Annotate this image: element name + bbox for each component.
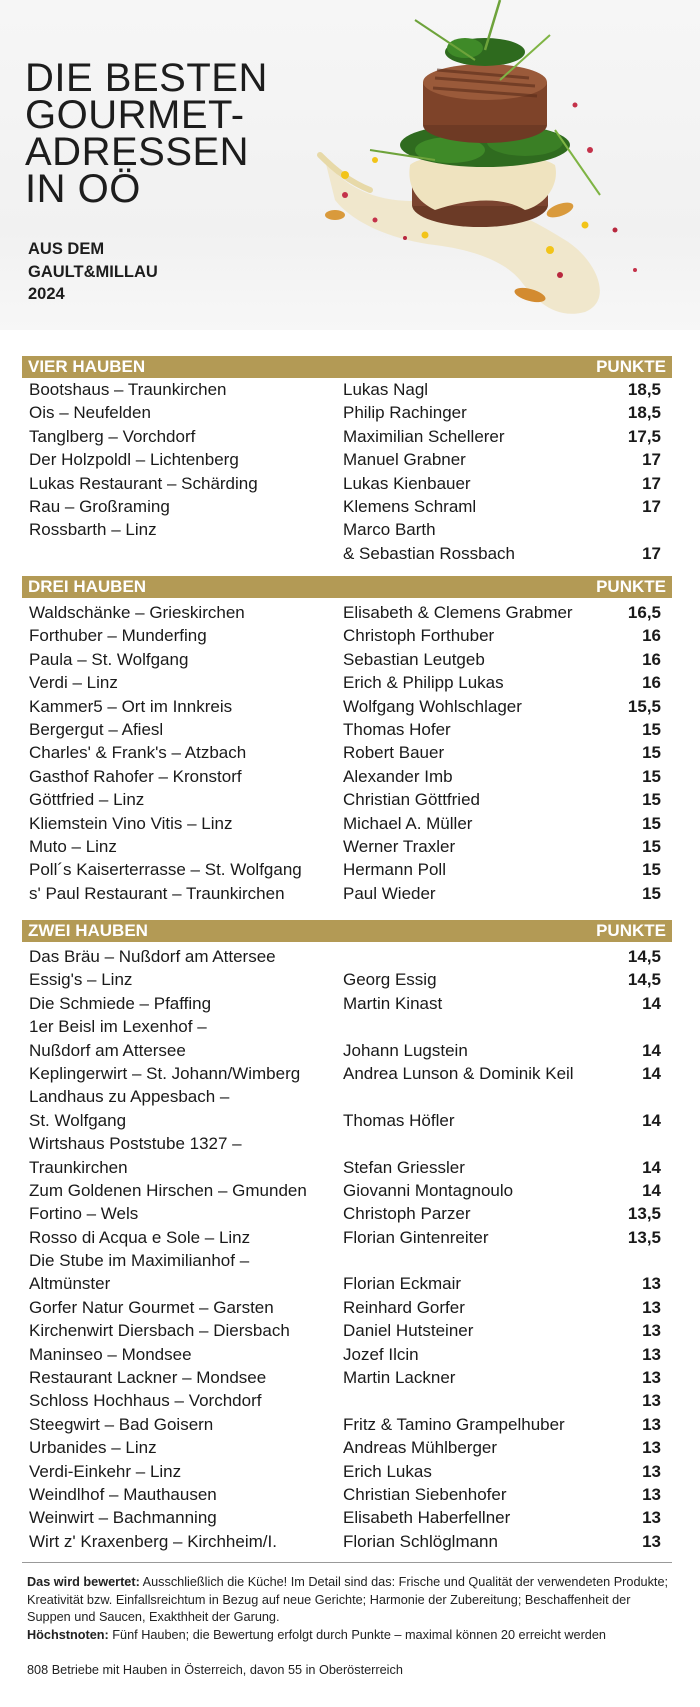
table-row bbox=[22, 1366, 672, 1389]
chef-name: Florian Schlöglmann bbox=[343, 1531, 498, 1551]
table-row bbox=[22, 472, 672, 495]
points-value: 13 bbox=[642, 1274, 661, 1294]
table-row bbox=[22, 542, 672, 565]
table-row bbox=[22, 648, 672, 671]
restaurant-name: Wirt z' Kraxenberg – Kirchheim/I. bbox=[29, 1531, 277, 1551]
chef-name: Michael A. Müller bbox=[343, 813, 473, 833]
chef-name: Elisabeth & Clemens Grabmer bbox=[343, 603, 573, 622]
subtitle-line: 2024 bbox=[28, 285, 65, 303]
points-column-label: PUNKTE bbox=[596, 357, 666, 376]
table-row bbox=[22, 1343, 672, 1366]
points-value: 14,5 bbox=[627, 947, 661, 966]
table-row bbox=[22, 835, 672, 858]
restaurant-name: Rossbarth – Linz bbox=[29, 520, 157, 540]
subtitle bbox=[28, 238, 228, 306]
table-row bbox=[22, 741, 672, 764]
table-row bbox=[22, 624, 672, 647]
chef-name: & Sebastian Rossbach bbox=[343, 543, 515, 563]
points-value: 13,5 bbox=[627, 1227, 661, 1247]
chef-name: Stefan Griessler bbox=[343, 1157, 465, 1177]
chef-name: Sebastian Leutgeb bbox=[343, 649, 485, 669]
chef-name: Robert Bauer bbox=[343, 743, 445, 763]
footnote-label: Höchstnoten: bbox=[27, 1627, 109, 1642]
points-value: 13 bbox=[642, 1391, 661, 1411]
table-row bbox=[22, 518, 672, 541]
chef-name: Klemens Schraml bbox=[343, 496, 477, 516]
chef-name: Johann Lugstein bbox=[343, 1040, 468, 1060]
chef-name: Martin Lackner bbox=[343, 1368, 456, 1388]
table-row bbox=[22, 1202, 672, 1225]
table-row bbox=[22, 378, 672, 401]
chef-name: Daniel Hutsteiner bbox=[343, 1321, 474, 1341]
points-value: 14 bbox=[642, 1157, 661, 1177]
restaurant-name: Die Schmiede – Pfaffing bbox=[29, 993, 212, 1013]
points-value: 18,5 bbox=[627, 380, 661, 399]
chef-name: Martin Kinast bbox=[343, 993, 443, 1013]
points-value: 13 bbox=[642, 1461, 661, 1481]
restaurant-list bbox=[22, 598, 672, 905]
divider bbox=[22, 1562, 672, 1563]
restaurant-name: Forthuber – Munderfing bbox=[29, 626, 207, 646]
restaurant-name: Die Stube im Maximilianhof – bbox=[29, 1251, 250, 1271]
restaurant-name: s' Paul Restaurant – Traunkirchen bbox=[29, 883, 285, 903]
restaurant-name: Verdi – Linz bbox=[29, 673, 118, 693]
rating-footnote bbox=[27, 1574, 677, 1644]
chef-name: Hermann Poll bbox=[343, 860, 446, 880]
chef-name: Reinhard Gorfer bbox=[343, 1297, 465, 1317]
points-value: 13 bbox=[642, 1484, 661, 1504]
points-value: 15 bbox=[642, 860, 661, 880]
chef-name: Andreas Mühlberger bbox=[343, 1438, 498, 1458]
table-row bbox=[22, 812, 672, 835]
table-row bbox=[22, 1085, 672, 1108]
chef-name: Christian Göttfried bbox=[343, 790, 480, 810]
table-row bbox=[22, 495, 672, 518]
restaurant-name: St. Wolfgang bbox=[29, 1110, 127, 1130]
table-row bbox=[22, 765, 672, 788]
restaurant-name: Urbanides – Linz bbox=[29, 1438, 157, 1458]
chef-name: Christoph Parzer bbox=[343, 1204, 471, 1224]
points-value: 13 bbox=[642, 1531, 661, 1551]
restaurant-name: Rau – Großraming bbox=[29, 496, 170, 516]
chef-name: Manuel Grabner bbox=[343, 450, 466, 470]
points-value: 16,5 bbox=[627, 603, 661, 622]
chef-name: Alexander Imb bbox=[343, 766, 453, 786]
restaurant-name: Bergergut – Afiesl bbox=[29, 719, 164, 739]
restaurant-name: Wirtshaus Poststube 1327 – bbox=[29, 1134, 242, 1154]
restaurant-name: Rosso di Acqua e Sole – Linz bbox=[29, 1227, 251, 1247]
restaurant-list bbox=[22, 378, 672, 565]
table-row bbox=[22, 1039, 672, 1062]
restaurant-name: Kliemstein Vino Vitis – Linz bbox=[29, 813, 233, 833]
chef-name: Florian Eckmair bbox=[343, 1274, 462, 1294]
table-row bbox=[22, 695, 672, 718]
restaurant-name: Ois – Neufelden bbox=[29, 403, 151, 423]
chef-name: Andrea Lunson & Dominik Keil bbox=[343, 1063, 574, 1083]
points-column-label: PUNKTE bbox=[596, 921, 666, 940]
table-row bbox=[22, 1436, 672, 1459]
table-row bbox=[22, 968, 672, 991]
chef-name: Christoph Forthuber bbox=[343, 626, 495, 646]
points-value: 15 bbox=[642, 766, 661, 786]
restaurant-name: Poll´s Kaiserterrasse – St. Wolfgang bbox=[29, 860, 302, 880]
chef-name: Wolfgang Wohlschlager bbox=[343, 696, 522, 716]
points-value: 14,5 bbox=[627, 970, 661, 990]
restaurant-name: Charles' & Frank's – Atzbach bbox=[29, 743, 247, 763]
table-row bbox=[22, 425, 672, 448]
points-value: 16 bbox=[642, 673, 661, 693]
table-row bbox=[22, 448, 672, 471]
restaurant-name: Kammer5 – Ort im Innkreis bbox=[29, 696, 233, 716]
restaurant-name: Zum Goldenen Hirschen – Gmunden bbox=[29, 1180, 307, 1200]
table-row bbox=[22, 1530, 672, 1553]
chef-name: Lukas Nagl bbox=[343, 380, 429, 399]
table-row bbox=[22, 1319, 672, 1342]
table-row bbox=[22, 1272, 672, 1295]
section-title: VIER HAUBEN bbox=[28, 357, 146, 376]
restaurant-name: Gasthof Rahofer – Kronstorf bbox=[29, 766, 242, 786]
restaurant-name: Göttfried – Linz bbox=[29, 790, 145, 810]
subtitle-line: AUS DEM bbox=[28, 240, 105, 258]
points-value: 13 bbox=[642, 1321, 661, 1341]
title-line: DIE BESTEN bbox=[25, 56, 268, 100]
section-drei-hauben bbox=[22, 576, 672, 905]
restaurant-name: Essig's – Linz bbox=[29, 970, 133, 990]
table-row bbox=[22, 601, 672, 624]
restaurant-name: 1er Beisl im Lexenhof – bbox=[29, 1017, 207, 1037]
table-row bbox=[22, 1460, 672, 1483]
restaurant-name: Weindlhof – Mauthausen bbox=[29, 1484, 217, 1504]
points-value: 18,5 bbox=[627, 403, 661, 423]
title-line: GOURMET- bbox=[25, 93, 245, 137]
table-row bbox=[22, 1483, 672, 1506]
section-header bbox=[22, 576, 672, 598]
page-title bbox=[25, 56, 315, 211]
subtitle-line: GAULT&MILLAU bbox=[28, 262, 158, 281]
table-row bbox=[22, 401, 672, 424]
table-row bbox=[22, 1132, 672, 1155]
chef-name: Lukas Kienbauer bbox=[343, 473, 471, 493]
hero-banner bbox=[0, 0, 700, 330]
table-row bbox=[22, 1109, 672, 1132]
chef-name: Florian Gintenreiter bbox=[343, 1227, 489, 1247]
restaurant-name: Maninseo – Mondsee bbox=[29, 1344, 192, 1364]
restaurant-name: Der Holzpoldl – Lichtenberg bbox=[29, 450, 239, 470]
restaurant-name: Altmünster bbox=[29, 1274, 111, 1294]
chef-name: Georg Essig bbox=[343, 970, 437, 990]
table-row bbox=[22, 882, 672, 905]
points-value: 16 bbox=[642, 626, 661, 646]
restaurant-name: Weinwirt – Bachmanning bbox=[29, 1508, 217, 1528]
points-value: 14 bbox=[642, 1180, 661, 1200]
section-title: ZWEI HAUBEN bbox=[28, 921, 148, 940]
chef-name: Maximilian Schellerer bbox=[343, 426, 505, 446]
chef-name: Elisabeth Haberfellner bbox=[343, 1508, 511, 1528]
restaurant-name: Schloss Hochhaus – Vorchdorf bbox=[29, 1391, 262, 1411]
table-row bbox=[22, 718, 672, 741]
chef-name: Erich Lukas bbox=[343, 1461, 432, 1481]
table-row bbox=[22, 992, 672, 1015]
title-line: IN OÖ bbox=[25, 167, 141, 211]
points-value: 14 bbox=[642, 1110, 661, 1130]
restaurant-name: Nußdorf am Attersee bbox=[29, 1040, 186, 1060]
table-row bbox=[22, 788, 672, 811]
points-value: 15 bbox=[642, 813, 661, 833]
chef-name: Giovanni Montagnoulo bbox=[343, 1180, 514, 1200]
points-value: 15 bbox=[642, 790, 661, 810]
restaurant-name: Kirchenwirt Diersbach – Diersbach bbox=[29, 1321, 290, 1341]
table-row bbox=[22, 1249, 672, 1272]
restaurant-name: Keplingerwirt – St. Johann/Wimberg bbox=[29, 1063, 301, 1083]
footnote-text: Ausschließlich die Küche! Im Detail sind das: Frische und Qualität der verwendeten Produkte; Kreativität bzw. Einfallsreichtum in Bezug auf neue Gerichte; Harmonie der Zubereitung; Beschaffenheit der Suppen und Saucen, Exakthheit der Garung. bbox=[27, 1575, 669, 1624]
points-value: 14 bbox=[642, 993, 661, 1013]
table-row bbox=[22, 945, 672, 968]
section-title: DREI HAUBEN bbox=[28, 577, 147, 596]
restaurant-name: Lukas Restaurant – Schärding bbox=[29, 473, 258, 493]
points-value: 16 bbox=[642, 649, 661, 669]
points-value: 17,5 bbox=[627, 426, 661, 446]
bottom-note: 808 Betriebe mit Hauben in Österreich, davon 55 in Oberösterreich bbox=[27, 1663, 403, 1677]
points-value: 15 bbox=[642, 883, 661, 903]
table-row bbox=[22, 1015, 672, 1038]
chef-name: Fritz & Tamino Grampelhuber bbox=[343, 1414, 565, 1434]
table-row bbox=[22, 671, 672, 694]
points-value: 17 bbox=[642, 473, 661, 493]
table-row bbox=[22, 1062, 672, 1085]
footnote-text: Fünf Hauben; die Bewertung erfolgt durch Punkte – maximal können 20 erreicht werden bbox=[108, 1627, 606, 1642]
restaurant-name: Tanglberg – Vorchdorf bbox=[29, 426, 196, 446]
chef-name: Thomas Höfler bbox=[343, 1110, 455, 1130]
chef-name: Jozef Ilcin bbox=[343, 1344, 419, 1364]
restaurant-name: Landhaus zu Appesbach – bbox=[29, 1087, 230, 1107]
restaurant-name: Verdi-Einkehr – Linz bbox=[29, 1461, 182, 1481]
points-value: 15 bbox=[642, 743, 661, 763]
table-row bbox=[22, 1506, 672, 1529]
gourmet-dish-photo bbox=[315, 0, 700, 330]
chef-name: Paul Wieder bbox=[343, 883, 436, 903]
table-row bbox=[22, 1156, 672, 1179]
section-zwei-hauben bbox=[22, 920, 672, 1553]
section-header bbox=[22, 920, 672, 942]
section-vier-hauben bbox=[22, 356, 672, 565]
restaurant-name: Restaurant Lackner – Mondsee bbox=[29, 1368, 267, 1388]
points-value: 15,5 bbox=[627, 696, 661, 716]
chef-name: Werner Traxler bbox=[343, 836, 456, 856]
points-value: 13,5 bbox=[627, 1204, 661, 1224]
points-value: 14 bbox=[642, 1063, 661, 1083]
points-value: 13 bbox=[642, 1508, 661, 1528]
chef-name: Erich & Philipp Lukas bbox=[343, 673, 504, 693]
points-value: 13 bbox=[642, 1297, 661, 1317]
points-value: 14 bbox=[642, 1040, 661, 1060]
points-value: 13 bbox=[642, 1344, 661, 1364]
restaurant-list bbox=[22, 942, 672, 1553]
points-value: 17 bbox=[642, 496, 661, 516]
table-row bbox=[22, 1179, 672, 1202]
points-value: 13 bbox=[642, 1368, 661, 1388]
restaurant-name: Das Bräu – Nußdorf am Attersee bbox=[29, 947, 276, 966]
chef-name: Christian Siebenhofer bbox=[343, 1484, 507, 1504]
restaurant-name: Traunkirchen bbox=[29, 1157, 128, 1177]
section-header bbox=[22, 356, 672, 378]
table-row bbox=[22, 1296, 672, 1319]
table-row bbox=[22, 1226, 672, 1249]
chef-name: Marco Barth bbox=[343, 520, 436, 540]
table-row bbox=[22, 858, 672, 881]
points-value: 15 bbox=[642, 836, 661, 856]
points-value: 17 bbox=[642, 543, 661, 563]
restaurant-name: Bootshaus – Traunkirchen bbox=[29, 380, 227, 399]
restaurant-name: Waldschänke – Grieskirchen bbox=[29, 603, 245, 622]
chef-name: Philip Rachinger bbox=[343, 403, 467, 423]
restaurant-name: Gorfer Natur Gourmet – Garsten bbox=[29, 1297, 274, 1317]
points-value: 13 bbox=[642, 1414, 661, 1434]
points-value: 17 bbox=[642, 450, 661, 470]
table-row bbox=[22, 1389, 672, 1412]
title-line: ADRESSEN bbox=[25, 130, 250, 174]
table-row bbox=[22, 1413, 672, 1436]
restaurant-name: Muto – Linz bbox=[29, 836, 117, 856]
points-column-label: PUNKTE bbox=[596, 577, 666, 596]
points-value: 13 bbox=[642, 1438, 661, 1458]
chef-name: Thomas Hofer bbox=[343, 719, 451, 739]
restaurant-name: Paula – St. Wolfgang bbox=[29, 649, 189, 669]
restaurant-name: Steegwirt – Bad Goisern bbox=[29, 1414, 214, 1434]
footnote-label: Das wird bewertet: bbox=[27, 1575, 140, 1589]
restaurant-name: Fortino – Wels bbox=[29, 1204, 139, 1224]
points-value: 15 bbox=[642, 719, 661, 739]
